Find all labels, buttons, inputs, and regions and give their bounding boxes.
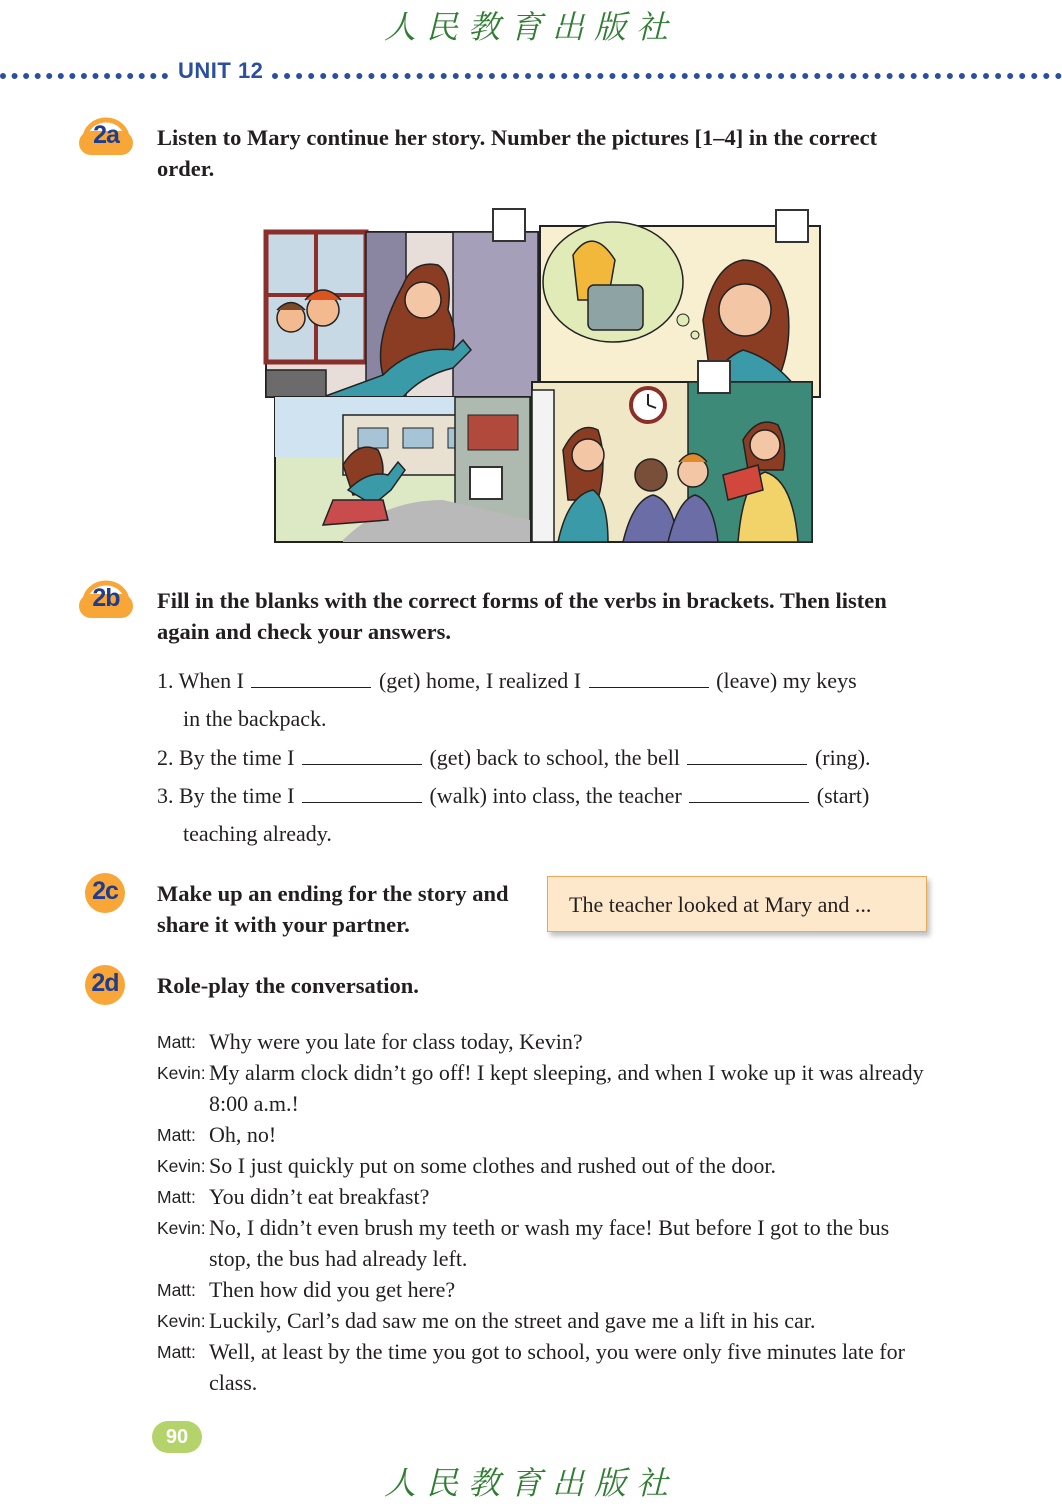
page-number: 90	[152, 1421, 202, 1453]
picture-number-box-1[interactable]	[492, 208, 526, 242]
speaker-label: Matt:	[157, 1342, 196, 1362]
blank-field[interactable]	[302, 746, 422, 765]
speaker-label: Kevin:	[157, 1311, 206, 1331]
speaker-label: Matt:	[157, 1032, 196, 1052]
speaker-label: Kevin:	[157, 1063, 206, 1083]
picture-number-box-2[interactable]	[775, 209, 809, 243]
unit-title: UNIT 12	[178, 58, 264, 83]
panel-mary-leaving-class	[266, 232, 538, 397]
dialogue-line: My alarm clock didn’t go off! I kept sleeping, and when I woke up it was already 8:00 a.m.!	[209, 1060, 924, 1116]
badge-2c: 2c	[85, 873, 125, 913]
instruction-2a: Listen to Mary continue her story. Number the pictures [1–4] in the correct order.	[157, 125, 878, 181]
badge-2b: 2b	[77, 578, 135, 618]
story-prompt-box: The teacher looked at Mary and ...	[547, 876, 927, 932]
speaker-label: Matt:	[157, 1125, 196, 1145]
speaker-label: Kevin:	[157, 1156, 206, 1176]
publisher-logo-top: 人民教育出版社	[383, 8, 678, 46]
exercise-item-3-cont: teaching already.	[183, 821, 332, 846]
speaker-label: Kevin:	[157, 1218, 206, 1238]
header-dots-left	[0, 73, 168, 79]
blank-field[interactable]	[689, 784, 809, 803]
panel-classroom	[532, 382, 812, 542]
dialogue-line: Oh, no!	[209, 1122, 277, 1147]
speaker-label: Matt:	[157, 1187, 196, 1207]
exercise-item-1-cont: in the backpack.	[183, 706, 327, 731]
speaker-label: Matt:	[157, 1280, 196, 1300]
dialogue-line: Then how did you get here?	[209, 1277, 456, 1302]
panel-mary-thinking	[540, 222, 820, 397]
exercise-item-2: 2. By the time I (get) back to school, the bell (ring).	[157, 745, 871, 770]
instruction-2c: Make up an ending for the story and share it with your partner.	[157, 881, 509, 937]
instruction-2d: Role-play the conversation.	[157, 973, 419, 998]
picture-number-box-4[interactable]	[469, 466, 503, 500]
badge-2d: 2d	[85, 965, 125, 1005]
publisher-logo-bottom: 人民教育出版社	[383, 1464, 678, 1502]
exercise-item-1: 1. When I (get) home, I realized I (leave) my keys	[157, 668, 857, 693]
blank-field[interactable]	[302, 784, 422, 803]
dialogue-line: You didn’t eat breakfast?	[209, 1184, 430, 1209]
dialogue-line: Luckily, Carl’s dad saw me on the street and gave me a lift in his car.	[209, 1308, 816, 1333]
story-illustration	[263, 200, 823, 548]
dialogue-line: Why were you late for class today, Kevin?	[209, 1029, 583, 1054]
dialogue-line: So I just quickly put on some clothes and rushed out of the door.	[209, 1153, 777, 1178]
blank-field[interactable]	[589, 669, 709, 688]
badge-2a: 2a	[77, 115, 135, 155]
dialogue-line: No, I didn’t even brush my teeth or wash my face! But before I got to the bus stop, the bus had already left.	[209, 1215, 890, 1271]
header-dots-right	[272, 73, 1062, 79]
picture-number-box-3[interactable]	[697, 360, 731, 394]
blank-field[interactable]	[251, 669, 371, 688]
instruction-2b: Fill in the blanks with the correct forms of the verbs in brackets. Then listen again and check your answers.	[157, 588, 887, 644]
exercise-item-3: 3. By the time I (walk) into class, the teacher (start)	[157, 783, 870, 808]
dialogue-line: Well, at least by the time you got to school, you were only five minutes late for class.	[209, 1339, 905, 1395]
blank-field[interactable]	[687, 746, 807, 765]
